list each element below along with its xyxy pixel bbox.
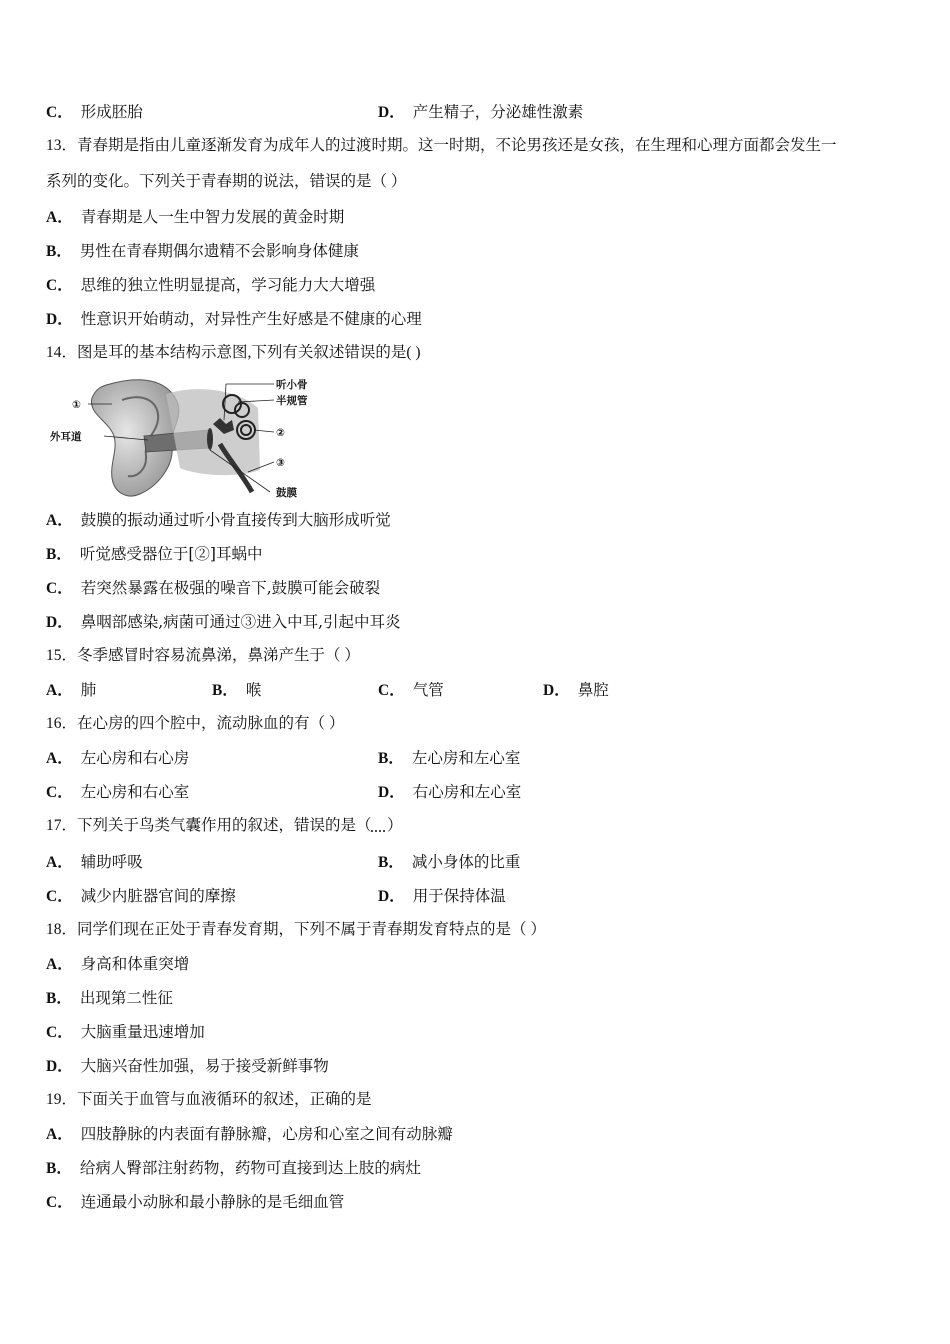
option-letter: D． [378,784,405,801]
option-text: 肺 [80,681,97,699]
option-text: 鼻腔 [577,681,609,699]
q16-option-a [46,748,189,769]
option-text: 减小身体的比重 [411,853,521,871]
option-letter: A． [46,750,73,767]
q16-option-c [46,782,189,803]
option-letter: C． [46,580,73,597]
figure-label-eardrum: 鼓膜 [276,487,297,499]
ear-structure-figure [48,374,318,502]
q13-stem-line1: 13．青春期是指由儿童逐渐发育为成年人的过渡时期。这一时期，不论男孩还是女孩，在生理和心理方面都会发生一 [46,137,837,154]
q19-stem: 19．下面关于血管与血液循环的叙述，正确的是 [46,1091,372,1108]
q16-option-b [378,748,520,769]
option-text: 左心房和右心室 [80,783,190,801]
option-letter: B． [46,546,72,563]
figure-label-2: ② [276,427,285,439]
option-letter: A． [46,854,73,871]
option-text: 右心房和左心室 [412,783,522,801]
q13-option-a [46,207,344,228]
q18-option-b [46,988,173,1009]
q18-option-a [46,954,189,975]
option-letter: D． [378,888,405,905]
q15-option-b [212,680,261,701]
option-text: 产生精子，分泌雄性激素 [412,103,584,121]
option-letter: C． [46,277,73,294]
figure-label-ossicles: 听小骨 [276,379,308,391]
q14-option-d [46,612,401,633]
q15-option-c [378,680,444,701]
q13-option-d [46,309,422,330]
option-text: 性意识开始萌动，对异性产生好感是不健康的心理 [80,310,422,328]
option-text: 青春期是人一生中智力发展的黄金时期 [80,208,345,226]
option-text: 鼻咽部感染,病菌可通过③进入中耳,引起中耳炎 [80,613,401,631]
q19-option-a [46,1124,453,1145]
option-letter: C． [46,104,73,121]
option-letter: A． [46,209,73,226]
option-letter: D． [46,614,73,631]
figure-label-3: ③ [276,457,285,469]
q15-stem: 15．冬季感冒时容易流鼻涕，鼻涕产生于（ ） [46,647,360,664]
q14-stem: 14．图是耳的基本结构示意图,下列有关叙述错误的是( ) [46,344,421,361]
option-text: 出现第二性征 [79,989,173,1007]
q19-option-b [46,1158,421,1179]
option-letter: D． [543,682,570,699]
option-letter: B． [46,990,72,1007]
q17-stem [46,816,403,836]
q15-option-d [543,680,609,701]
option-letter: D． [46,311,73,328]
option-letter: B． [378,854,404,871]
q17-option-b [378,852,520,873]
option-text: 听觉感受器位于[②]耳蜗中 [79,545,263,563]
option-letter: C． [378,682,405,699]
q18-option-c [46,1022,205,1043]
q13-stem-line2: 系列的变化。下列关于青春期的说法，错误的是（ ） [46,173,407,190]
option-text: 气管 [412,681,444,699]
option-letter: B． [212,682,238,699]
option-letter: D． [378,104,405,121]
option-letter: A． [46,956,73,973]
q15-option-a [46,680,96,701]
q17-option-c [46,886,236,907]
option-letter: B． [46,1160,72,1177]
option-letter: C． [46,888,73,905]
option-letter: B． [46,243,72,260]
q13-option-b [46,241,359,262]
option-text: 大脑兴奋性加强，易于接受新鲜事物 [80,1057,329,1075]
q16-option-d [378,782,521,803]
option-letter: B． [378,750,404,767]
option-text: 思维的独立性明显提高，学习能力大大增强 [80,276,376,294]
q13-option-c [46,275,375,296]
figure-label-outer-ear-canal: 外耳道 [50,431,82,443]
option-letter: C． [46,784,73,801]
option-text: 大脑重量迅速增加 [80,1023,205,1041]
q16-stem: 16．在心房的四个腔中，流动脉血的有（ ） [46,715,345,732]
option-letter: A． [46,1126,73,1143]
figure-label-1: ① [72,399,81,411]
option-text: 四肢静脉的内表面有静脉瓣，心房和心室之间有动脉瓣 [80,1125,453,1143]
q17-answer-blank [372,817,388,834]
option-text: 若突然暴露在极强的噪音下,鼓膜可能会破裂 [80,579,381,597]
option-text: 形成胚胎 [80,103,143,121]
option-text: 男性在青春期偶尔遗精不会影响身体健康 [79,242,359,260]
option-text: 连通最小动脉和最小静脉的是毛细血管 [80,1193,345,1211]
q17-option-a [46,852,143,873]
option-letter: A． [46,512,73,529]
option-text: 辅助呼吸 [80,853,143,871]
option-text: 用于保持体温 [412,887,506,905]
q18-stem: 18．同学们现在正处于青春发育期，下列不属于青春期发育特点的是（ ） [46,921,546,938]
option-letter: C． [46,1194,73,1211]
q17-stem-text: 17．下列关于鸟类气囊作用的叙述，错误的是（ [46,817,372,834]
figure-label-semicircular-canals: 半规管 [276,395,308,407]
q17-option-d [378,886,506,907]
option-text: 给病人臀部注射药物，药物可直接到达上肢的病灶 [79,1159,421,1177]
q12-option-c [46,102,143,123]
q12-option-d [378,102,583,123]
option-letter: C． [46,1024,73,1041]
q14-option-a [46,510,391,531]
option-text: 喉 [245,681,262,699]
eardrum-shape [207,428,213,450]
option-text: 左心房和左心室 [411,749,521,767]
option-text: 身高和体重突增 [80,955,190,973]
option-letter: A． [46,682,73,699]
q14-option-b [46,544,262,565]
option-text: 左心房和右心房 [80,749,190,767]
q14-option-c [46,578,380,599]
q18-option-d [46,1056,329,1077]
q19-option-c [46,1192,344,1213]
option-text: 减少内脏器官间的摩擦 [80,887,236,905]
q17-stem-close: ） [387,817,403,834]
option-letter: D． [46,1058,73,1075]
option-text: 鼓膜的振动通过听小骨直接传到大脑形成听觉 [80,511,391,529]
